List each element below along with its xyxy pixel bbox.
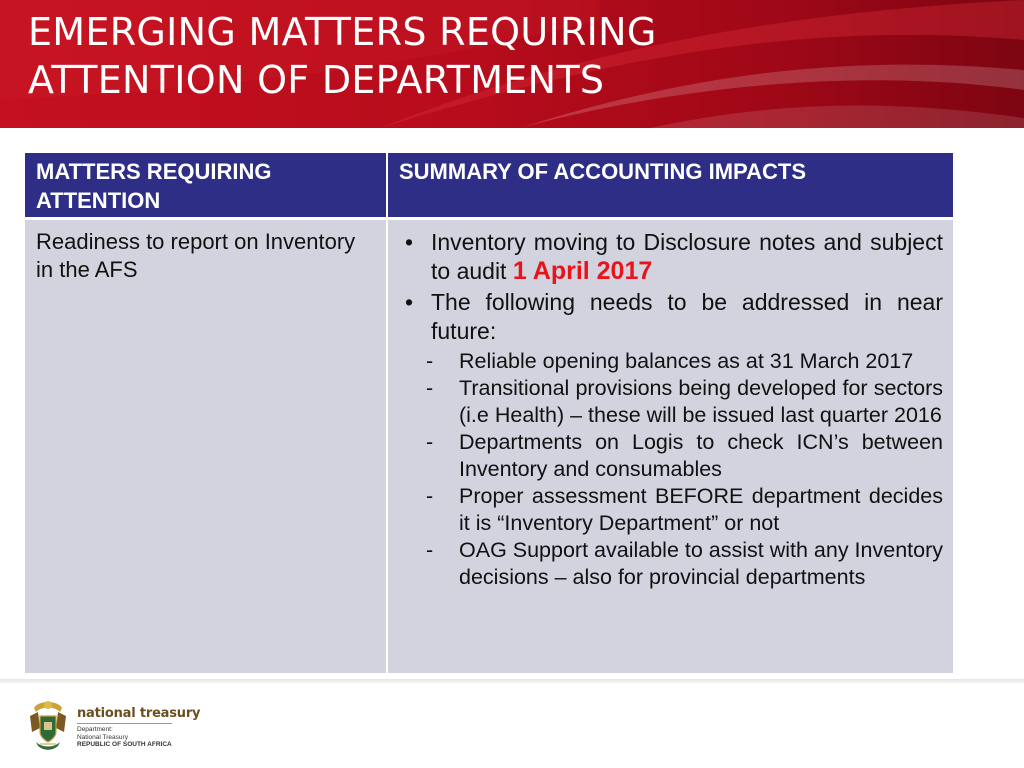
page-title xyxy=(28,8,928,104)
list-item xyxy=(399,429,943,483)
brand-underline xyxy=(77,723,172,724)
title-banner xyxy=(0,0,1024,128)
sub-item-text: Proper assessment BEFORE department decides it is “Inventory Department” or not xyxy=(459,484,943,535)
department-line-2: National Treasury xyxy=(77,733,128,741)
page-title-line-2: ATTENTION OF DEPARTMENTS xyxy=(28,58,605,102)
footer-divider xyxy=(0,679,1024,683)
dash-icon: - xyxy=(426,376,434,400)
page-title-line-1: EMERGING MATTERS REQUIRING xyxy=(28,10,657,54)
sub-item-text: OAG Support available to assist with any Inventory decisions – also for provincial departments xyxy=(459,538,943,589)
dash-icon: - xyxy=(426,430,434,454)
audit-date-highlight: 1 April 2017 xyxy=(512,257,653,285)
list-item xyxy=(399,375,943,429)
sub-item-list xyxy=(399,348,943,591)
department-label xyxy=(77,726,172,749)
sub-item-text: Reliable opening balances as at 31 March 2017 xyxy=(459,349,914,373)
matters-table xyxy=(25,153,953,673)
impact-bullet-1-text: Inventory moving to Disclosure notes and subject to audit xyxy=(431,229,943,284)
impact-bullet-1 xyxy=(399,228,943,286)
department-line-1: Department: xyxy=(77,726,113,733)
brand-name: national treasury xyxy=(77,706,201,721)
table-row xyxy=(25,219,953,673)
bullet-icon: • xyxy=(404,229,414,255)
impact-bullet-list xyxy=(399,228,943,346)
list-item xyxy=(399,348,943,375)
impact-bullet-2-text: The following needs to be addressed in near future: xyxy=(431,289,943,344)
dash-icon: - xyxy=(426,538,434,562)
column-header-matters: MATTERS REQUIRING ATTENTION xyxy=(25,153,387,219)
list-item xyxy=(399,483,943,537)
table-header-row xyxy=(25,153,953,219)
column-header-summary: SUMMARY OF ACCOUNTING IMPACTS xyxy=(387,153,953,219)
department-line-3: REPUBLIC OF SOUTH AFRICA xyxy=(77,741,172,748)
sub-item-text: Transitional provisions being developed for sectors (i.e Health) – these will be issued last quarter 2016 xyxy=(459,376,943,427)
sub-item-text: Departments on Logis to check ICN’s between Inventory and consumables xyxy=(459,430,943,481)
bullet-icon: • xyxy=(404,289,414,315)
impact-bullet-2 xyxy=(399,288,943,346)
dash-icon: - xyxy=(426,484,434,508)
coat-of-arms-icon xyxy=(26,698,70,754)
matter-cell: Readiness to report on Inventory in the AFS xyxy=(25,219,387,673)
dash-icon: - xyxy=(426,349,434,373)
summary-cell xyxy=(387,219,953,673)
list-item xyxy=(399,537,943,591)
